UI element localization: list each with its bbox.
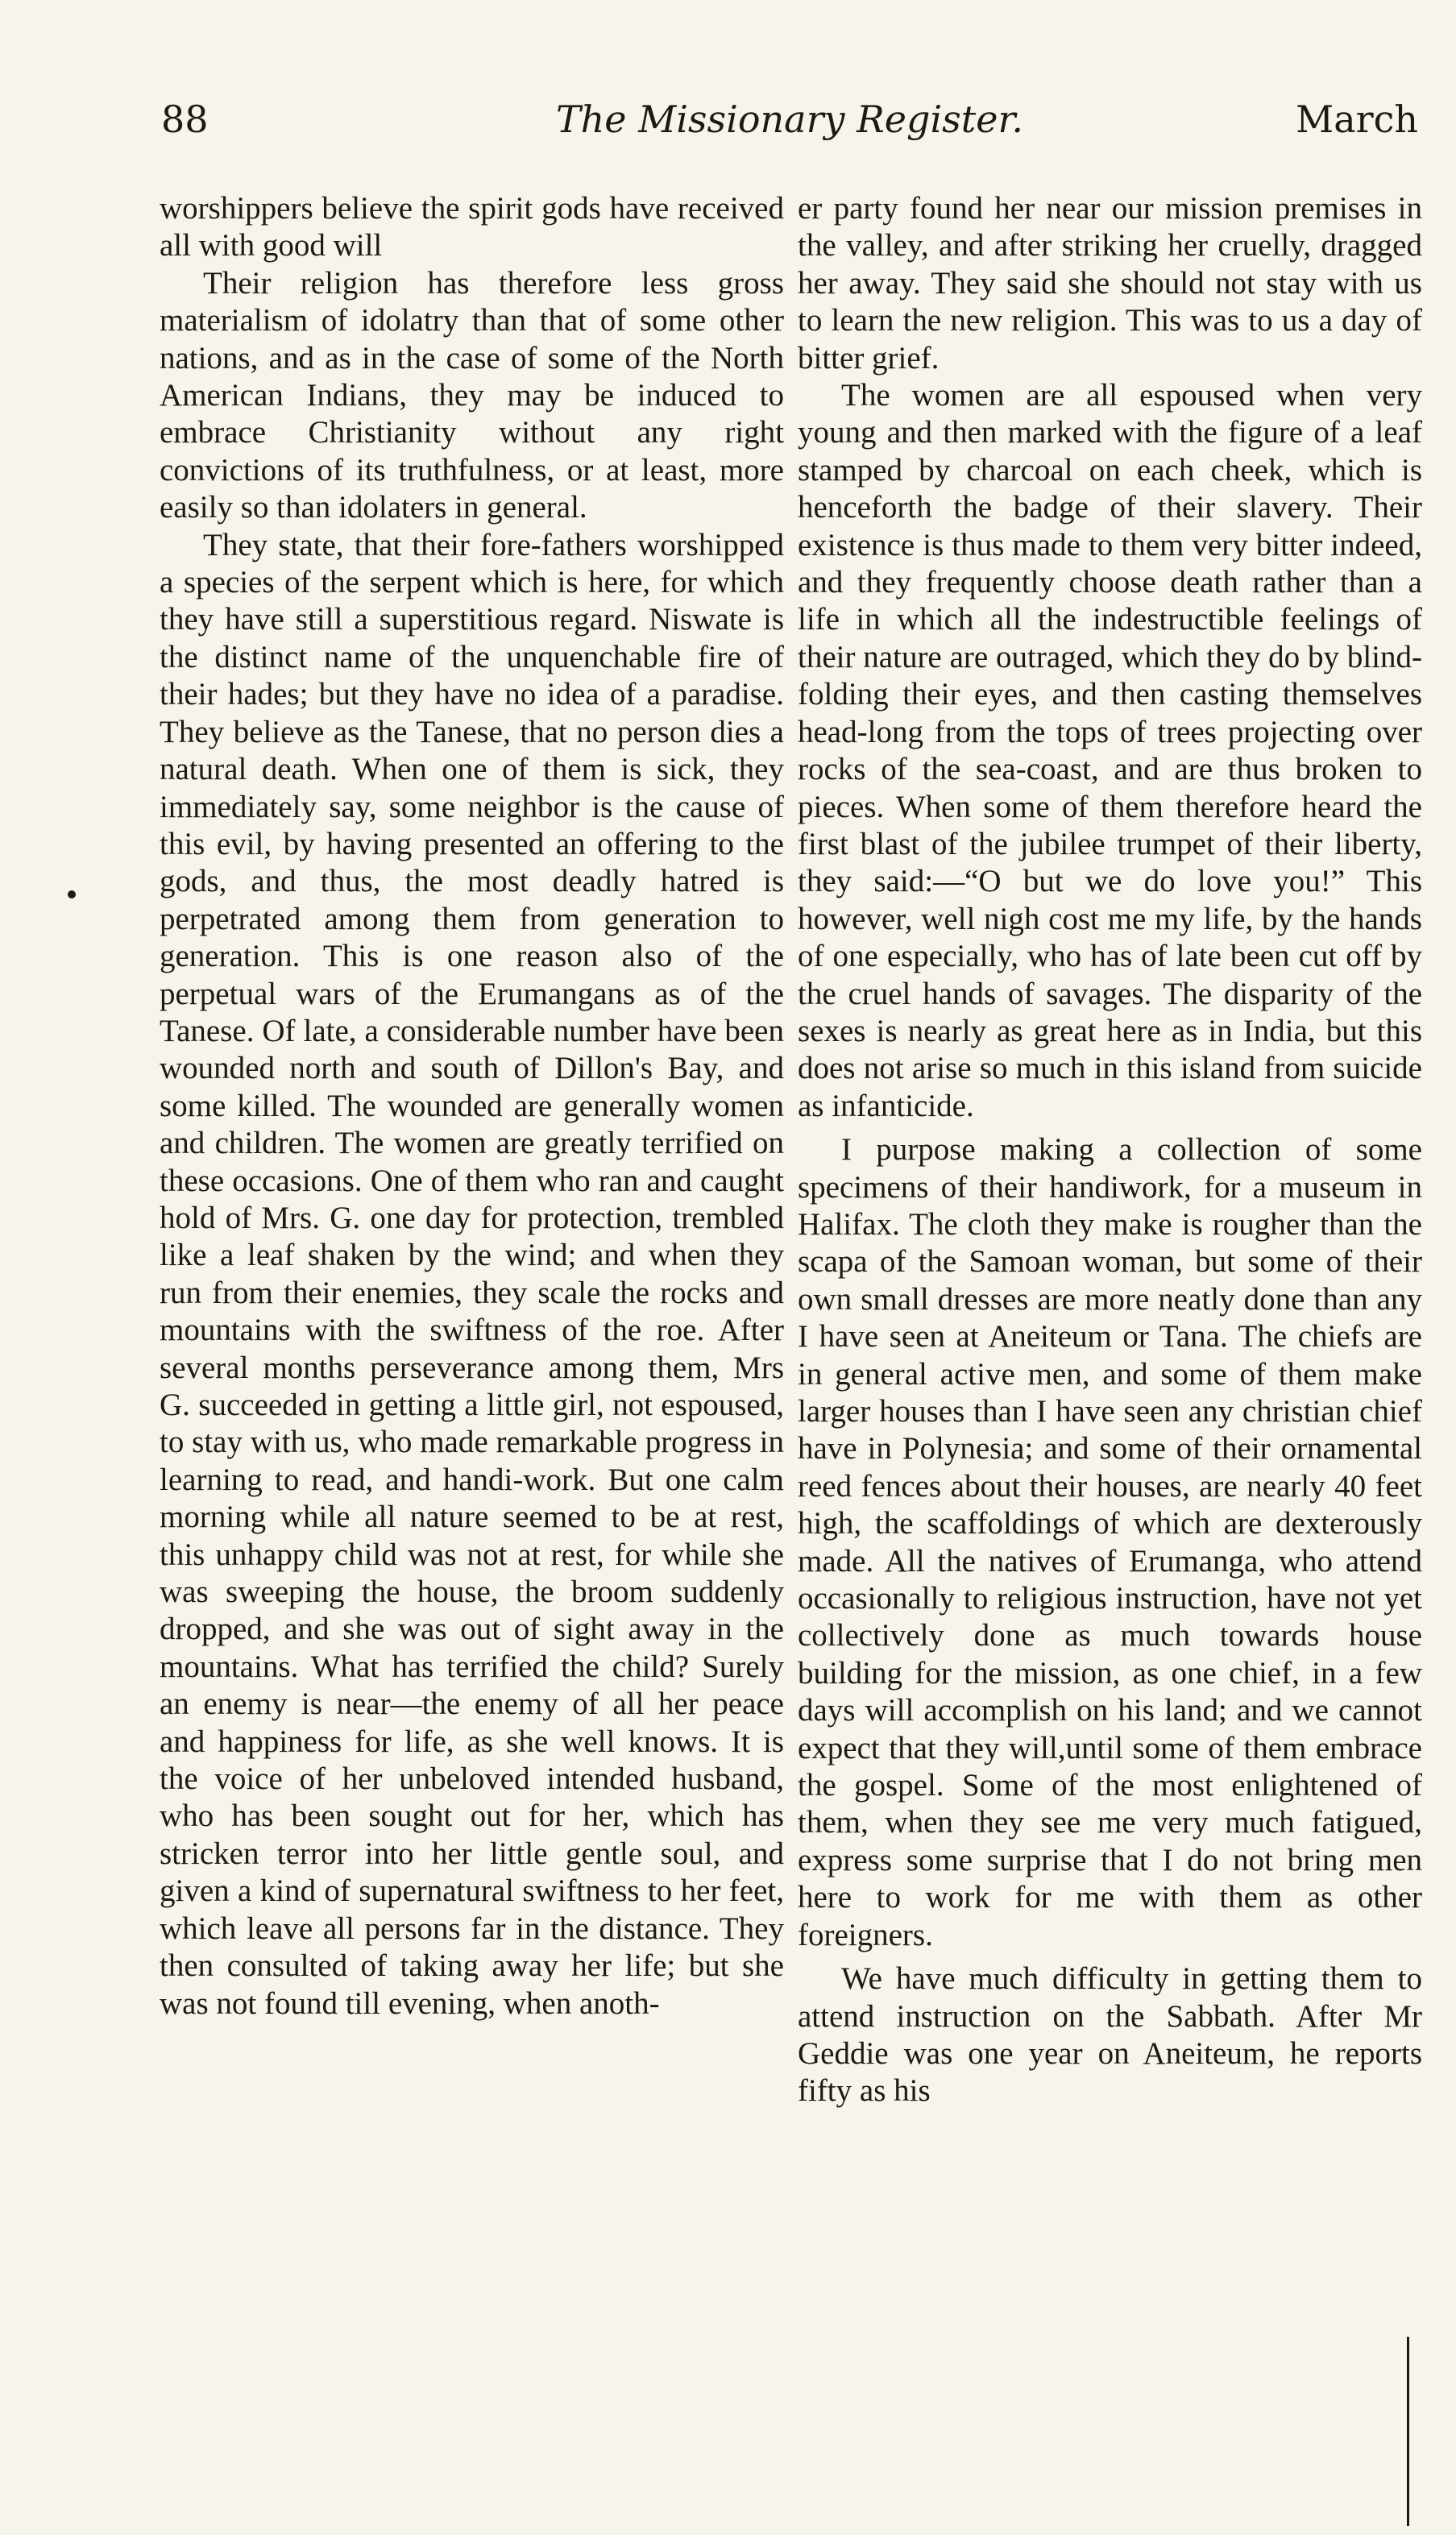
paragraph: worshippers believe the spirit gods have received all with good will [160, 191, 784, 263]
paragraph: er party found her near our mission premises in the valley, and after striking her cruelly, dragged her away. They said she should not stay with us to learn the new religion. This was to us a day of bitter grief. [798, 191, 1422, 375]
left-column [160, 190, 784, 2023]
paragraph: The women are all espoused when very young and then marked with the figure of a leaf stamped by charcoal on each cheek, which is henceforth the badge of their slavery. Their existence is thus made to them very bitter indeed, and they frequently choose death rather than a life in which all the indestructible feelings of their nature are outraged, which they do by blind-folding their eyes, and then casting themselves head-long from the tops of trees projecting over rocks of the sea-coast, and are thus broken to pieces. When some of them therefore heard the first blast of the jubilee trumpet of their liberty, they said:—“O but we do love you!” This however, well nigh cost me my life, by the hands of one especially, who has of late been cut off by the cruel hands of savages. The disparity of the sexes is nearly as great here as in India, but this does not arise so much in this island from suicide as infanticide. [798, 378, 1422, 1123]
page-header [161, 95, 1418, 151]
page-number: 88 [161, 98, 209, 141]
paragraph: I purpose making a collection of some specimens of their handiwork, for a museum in Halifax. The cloth they make is rougher than the scapa of the Samoan woman, but some of their own small dresses are more neatly done than any I have seen at Aneiteum or Tana. The chiefs are in general active men, and some of them make larger houses than I have seen any christian chief have in Polynesia; and some of their ornamental reed fences about their houses, are nearly 40 feet high, the scaffoldings of which are dexterously made. All the natives of Erumanga, who attend occasionally to religious instruction, have not yet collectively done as much towards house building for the mission, as one chief, in a few days will accomplish on his land; and we cannot expect that they will,until some of them embrace the gospel. Some of the most enlightened of them, when they see me very much fatigued, express some surprise that I do not bring men here to work for me with them as other foreigners. [798, 1132, 1422, 1952]
margin-dot-mark [68, 890, 76, 898]
running-title: The Missionary Register. [555, 98, 1024, 141]
paragraph: Their religion has therefore less gross materialism of idolatry than that of some other nations, and as in the case of some of the North American Indians, they may be induced to embrace Christianity without any right convictions of its truthfulness, or at least, more easily so than idolaters in general. [160, 265, 784, 525]
paragraph: They state, that their fore-fathers worshipped a species of the serpent which is here, for which they have still a superstitious regard. Niswate is the distinct name of the unquenchable fire of their hades; but they have no idea of a paradise. They believe as the Tanese, that no person dies a natural death. When one of them is sick, they immediately say, some neighbor is the cause of this evil, by having presented an offering to the gods, and thus, the most deadly hatred is perpetrated among them from generation to generation. This is one reason also of the perpetual wars of the Erumangans as of the Tanese. Of late, a considerable number have been wounded north and south of Dillon's Bay, and some killed. The wounded are generally women and children. The women are greatly terrified on these occasions. One of them who ran and caught hold of Mrs. G. one day for protection, trembled like a leaf shaken by the wind; and when they run from their enemies, they scale the rocks and mountains with the swiftness of the roe. After several months perseverance among them, Mrs G. succeeded in getting a little girl, not espoused, to stay with us, who made remarkable progress in learning to read, and handi-work. But one calm morning while all nature seemed to be at rest, this unhappy child was not at rest, for while she was sweeping the house, the broom suddenly dropped, and she was out of sight away in the mountains. What has terrified the child? Surely an enemy is near—the enemy of all her peace and happiness for life, as she well knows. It is the voice of her unbeloved intended husband, who has been sought out for her, which has stricken terror into her little gentle soul, and given a kind of supernatural swiftness to her feet, which leave all persons far in the distance. They then consulted of taking away her life; but she was not found till evening, when anoth- [160, 527, 784, 2021]
margin-rule-mark [1407, 2337, 1409, 2526]
header-month: March [1296, 98, 1418, 141]
right-column [798, 190, 1422, 2110]
paragraph: We have much difficulty in getting them to attend instruction on the Sabbath. After Mr Geddie was one year on Aneiteum, he reports fifty as his [798, 1961, 1422, 2109]
